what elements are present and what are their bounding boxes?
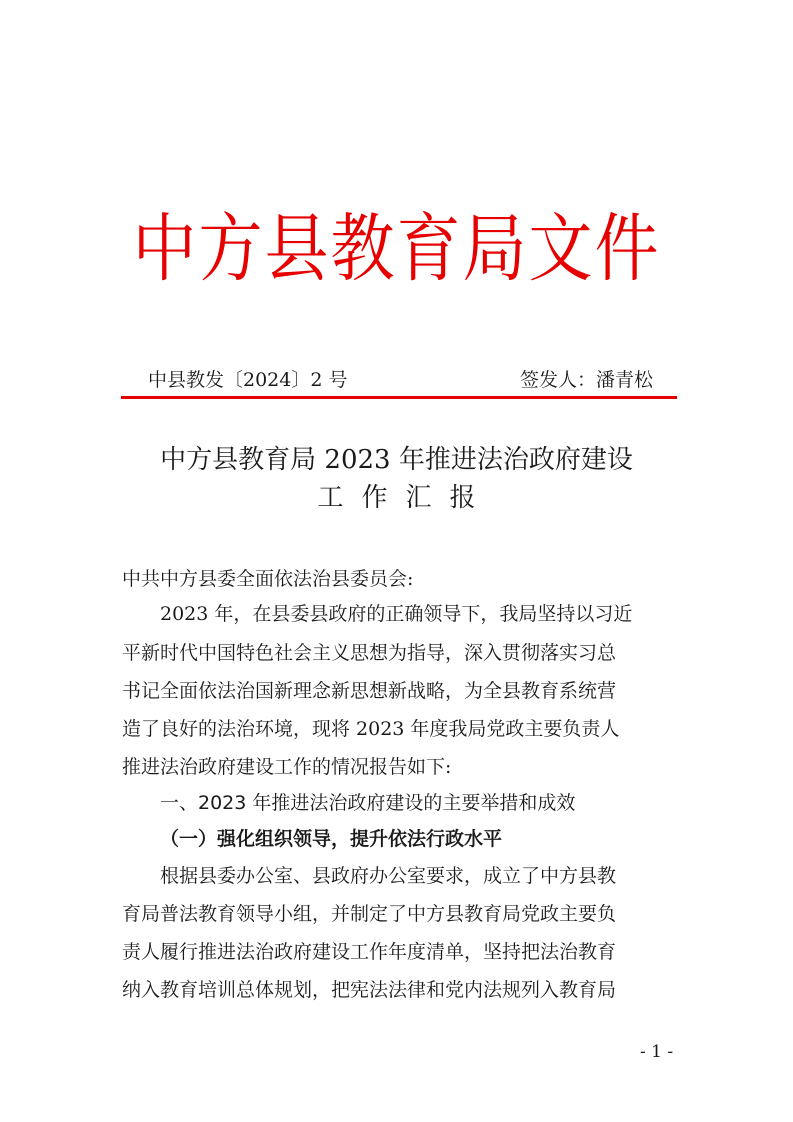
section-heading: 一、2023 年推进法治政府建设的主要举措和成效 (160, 792, 576, 814)
paragraph-line: 2023 年，在县委县政府的正确领导下，我局坚持以习近 (160, 603, 633, 625)
paragraph-line: 平新时代中国特色社会主义思想为指导，深入贯彻落实习总 (122, 642, 617, 664)
report-title-line-1: 中方县教育局 2023 年推进法治政府建设 (160, 445, 633, 475)
paragraph-line: 书记全面依法治国新理念新思想新战略，为全县教育系统营 (122, 680, 617, 702)
signer: 签发人：潘青松 (519, 369, 653, 391)
page-number: - 1 - (640, 1042, 674, 1062)
paragraph-line: 责人履行推进法治政府建设工作年度清单，坚持把法治教育 (122, 941, 617, 963)
salutation: 中共中方县委全面依法治县委员会: (122, 568, 414, 590)
red-divider-line (121, 396, 677, 399)
red-header-title: 中方县教育局文件 (132, 207, 661, 293)
report-title-line-2: 工作汇报 (317, 483, 494, 513)
paragraph-line: 根据县委办公室、县政府办公室要求，成立了中方县教 (160, 865, 617, 887)
paragraph-line: 造了良好的法治环境，现将 2023 年度我局党政主要负责人 (122, 718, 620, 740)
subsection-heading: （一）强化组织领导，提升依法行政水平 (160, 828, 503, 850)
document-number: 中县教发〔2024〕2 号 (148, 369, 348, 391)
paragraph-line: 纳入教育培训总体规划，把宪法法律和党内法规列入教育局 (122, 979, 617, 1001)
paragraph-line: 推进法治政府建设工作的情况报告如下: (122, 756, 452, 778)
paragraph-line: 育局普法教育领导小组，并制定了中方县教育局党政主要负 (122, 903, 617, 925)
